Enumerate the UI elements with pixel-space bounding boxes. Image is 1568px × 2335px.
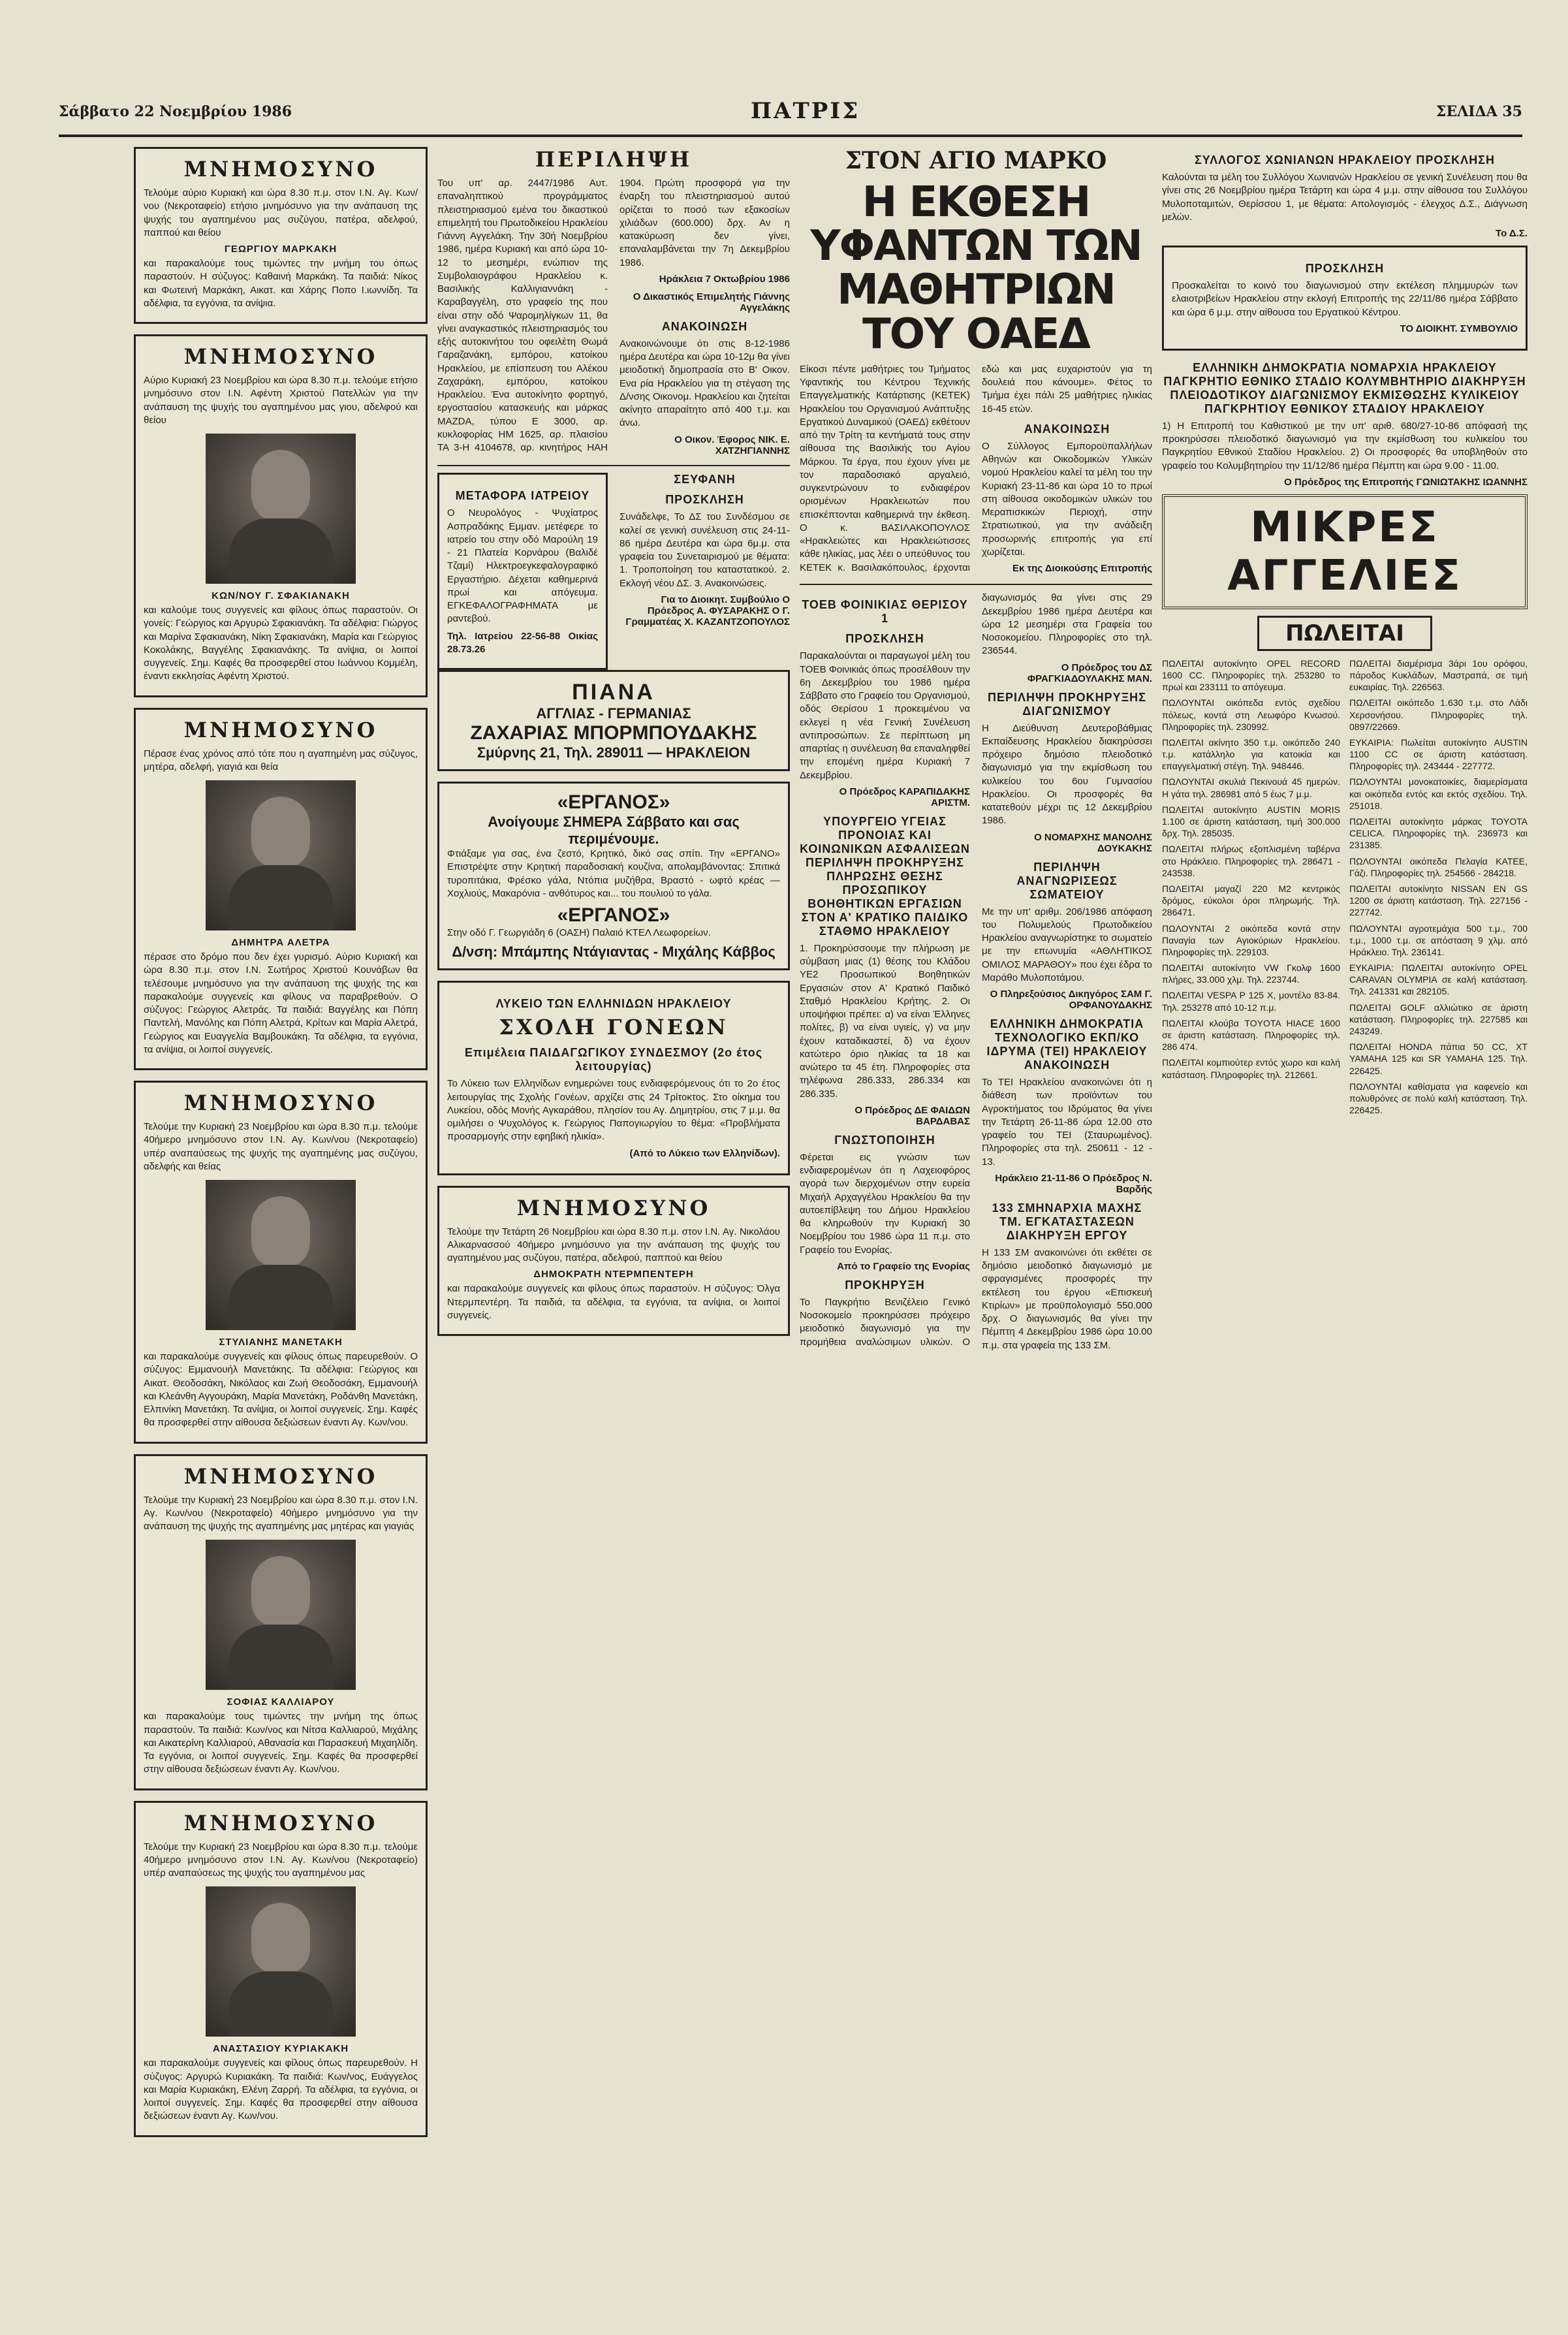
union-signature: Για το Διοικητ. Συμβούλιο Ο Πρόεδρος Α. ΦΥΣΑΡΑΚΗΣ Ο Γ. Γραμματέας Χ. ΚΑΖΑΝΤΖΟΠΟΥΛΟΣ bbox=[625, 594, 790, 627]
portrait-photo bbox=[206, 434, 356, 584]
club-signature: Το Δ.Σ. bbox=[1496, 228, 1528, 239]
club-text: Καλούνται τα μέλη του Συλλόγου Χωνιανών Ηρακλείου σε γενική Συνέλευση που θα γίνει στις 26 Νοεμβρίου ημέρα Τετάρτη και ώρα 4 μ.μ. στην αίθουσα του Συλλόγου Μυλοποταμιτών, Θερίσσου 1, με θέματα: Απολογισμός - έλεγχος Δ.Σ., Διάγνωση μελών. bbox=[1162, 172, 1528, 223]
restaurant-owners: Δ/νση: Μπάμπης Ντάγιαντας - Μιχάλης Κάββος bbox=[452, 944, 776, 961]
notice-text: Τελούμε αύριο Κυριακή και ώρα 8.30 π.μ. στον Ι.Ν. Αγ. Κων/νου (Νεκροταφείο) ετήσιο μνημόσυνο για την ανάπαυση της ψυχής του αγαπημένου μας συζύγου, πατέρα, αδελφού, παππού και θείου bbox=[144, 187, 418, 238]
classified-ad: ΠΩΛΕΙΤΑΙ διαμέρισμα 3άρι 1ου ορόφου, πάροδος Κυκλάδων, Μαστραπά, σε τιμή ευκαιρίας. Τηλ. 226563. bbox=[1349, 658, 1528, 693]
notice-title: ΜΝΗΜΟΣΥΝΟ bbox=[183, 1090, 378, 1115]
notice-family: και παρακαλούμε τους τιμώντες την μνήμη της όπως παραστούν. Τα παιδιά: Κων/νος και Νίτσα Καλλιαρού, Μιχάλης και Αικατερίνη Καλλιαρού, Αθανασία και Παρασκευή Μιχαηλίδη. Τα εγγόνια, οι λοιποί συγγενείς. Σημ. Καφές θα προσφερθεί στην αίθουσα δεξιώσεων έναντι Αγ. Κων/νου. bbox=[144, 1711, 418, 1775]
notice-text: Τελούμε την Τετάρτη 26 Νοεμβρίου και ώρα 8.30 π.μ. στον Ι.Ν. Αγ. Νικολάου Αλικαρνασσού 40ήμερο μνημόσυνο για την ανάπαυση της ψυχής του αγαπημένου μας συζύγου, πατέρα, αδελφού, παππού και θείου bbox=[447, 1226, 780, 1264]
notice-text: Πέρασε ένας χρόνος από τότε που η αγαπημένη μας σύζυγος, μητέρα, αδελφή, γιαγιά και θεία bbox=[144, 748, 418, 772]
piano-ad-origin: ΑΓΓΛΙΑΣ - ΓΕΡΜΑΝΙΑΣ bbox=[536, 705, 691, 722]
ministry-title: ΥΠΟΥΡΓΕΙΟ ΥΓΕΙΑΣ ΠΡΟΝΟΙΑΣ ΚΑΙ ΚΟΙΝΩΝΙΚΩΝ ΑΣΦΑΛΙΣΕΩΝ ΠΕΡΙΛΗΨΗ ΠΡΟΚΗΡΥΞΗΣ ΠΛΗΡΩΣΗΣ ΘΕΣΗΣ ΠΡΟΣΩΠΙΚΟΥ ΒΟΗΘΗΤΙΚΩΝ ΕΡΓΑΣΙΩΝ ΣΤΟΝ Α' ΚΡΑΤΙΚΟ ΠΑΙΔΙΚΟ ΣΤΑΘΜΟ ΗΡΑΚΛΕΙΟΥ bbox=[800, 814, 970, 938]
memorial-notice-1 bbox=[134, 147, 428, 324]
notice-title: ΜΝΗΜΟΣΥΝΟ bbox=[183, 1463, 378, 1489]
club-title: ΣΥΛΛΟΓΟΣ ΧΩΝΙΑΝΩΝ ΗΡΑΚΛΕΙΟΥ ΠΡΟΣΚΛΗΣΗ bbox=[1195, 153, 1495, 167]
classified-ad: ΠΩΛΕΙΤΑΙ VESPA P 125 X, μοντέλο 83-84. Τηλ. 253278 από 10-12 π.μ. bbox=[1162, 990, 1340, 1013]
clinic-relocation bbox=[437, 473, 608, 670]
notice-title: ΜΝΗΜΟΣΥΝΟ bbox=[516, 1195, 711, 1220]
notice-title: ΜΝΗΜΟΣΥΝΟ bbox=[183, 344, 378, 369]
hospital-signature: Ο Πρόεδρος του ΔΣ ΦΡΑΓΚΙΑΔΟΥΛΑΚΗΣ ΜΑΝ. bbox=[1027, 661, 1152, 684]
notice-title: ΜΝΗΜΟΣΥΝΟ bbox=[183, 717, 378, 742]
page-number: ΣΕΛΙΔΑ 35 bbox=[1435, 103, 1522, 120]
auction-place-date: Ηράκλεια 7 Οκτωβρίου 1986 bbox=[659, 273, 790, 285]
tender-signature: Ο ΝΟΜΑΡΧΗΣ ΜΑΝΟΛΗΣ ΔΟΥΚΑΚΗΣ bbox=[1034, 831, 1152, 854]
deceased-name: ΔΗΜΟΚΡΑΤΗ ΝΤΕΡΜΠΕΝΤΕΡΗ bbox=[533, 1269, 694, 1280]
classified-ad: ΠΩΛΟΥΝΤΑΙ 2 οικόπεδα κοντά στην Παναγία των Αγιοκύριων Ηρακλείου. Πληροφορίες τηλ. 229103. bbox=[1162, 923, 1340, 957]
classified-ad: ΠΩΛΕΙΤΑΙ HONDA πάπια 50 CC, XT YAMAHA 125 και SR YAMAHA 125. Τηλ. 226425. bbox=[1349, 1041, 1528, 1076]
notification-title: ΓΝΩΣΤΟΠΟΙΗΣΗ bbox=[834, 1133, 935, 1147]
restaurant-menu: Φτιάξαμε για σας, ένα ζεστό, Κρητικό, δικό σας σπίτι. Την «ΕΡΓΑΝΟ» Επιστρέψτε στην Κρητική παραδοσιακή κουζίνα, απολαμβάνοντας: Σπιτικά τυροπιτάκια, Φρέσκο γάλα, Ντόπια μυζήθρα, Βραστό - ωφτό κρέας — Χοχλιούς, Μακαρόνια - ανθότυρος και... του πουλιού το γάλα. bbox=[447, 848, 780, 899]
notices-block bbox=[437, 473, 790, 670]
article-text: Είκοσι πέντε μαθήτριες του Τμήματος Υφαντικής του Κέντρου Τεχνικής Επαγγελματικής Κατάρτισης (ΚΕΤΕΚ) Ηρακλείου του Οργανισμού Ανάπτυξης Εργατικού Δυναμικού (ΟΑΕΔ) εκθέτουν από την Τρίτη τα κεντήματά τους στην αίθουσα της Βασιλικής του Αγίου Μάρκου. Τα έργα, που έχουν γίνει με τον παραδοσιακό αργαλειό, συγκεντρώνουν το ενδιαφέρον ορισμένων Ηρακλειωτών που επισκέπτονται καθημερινά την έκθεση. Ο κ. ΒΑΣΙΛΑΚΟΠΟΥΛΟΣ «Ηρακλειώτες και Ηρακλειώτισσες κάθε ηλικίας, μας λέει ο υπεύθυνος του ΚΕΤΕΚ κ. Βασιλακόπουλος, έρχονται εδώ και μας ευχαριστούν για τη δουλειά που κάνουμε». Φέτος το Τμήμα έχει πάλι 25 μαθήτριες ηλικίας 16-45 ετών. bbox=[800, 363, 1152, 573]
classified-ad: ΠΩΛΕΙΤΑΙ αυτοκίνητο NISSAN EN GS 1200 σε άριστη κατάσταση. Τηλ. 227156 - 227742. bbox=[1349, 883, 1528, 918]
classified-ad: ΠΩΛΕΙΤΑΙ ακίνητο 350 τ.μ. οικόπεδο 240 τ.μ. κατάλληλο για κατοικία και επαγγελματική στέγη. Τηλ. 948446. bbox=[1162, 737, 1340, 772]
classifieds-title: ΜΙΚΡΕΣ ΑΓΓΕΛΙΕΣ bbox=[1162, 494, 1528, 609]
toeb-title: ΤΟΕΒ ΦΟΙΝΙΚΙΑΣ ΘΕΡΙΣΟΥ 1 bbox=[802, 598, 968, 626]
classified-ad: ΠΩΛΕΙΤΑΙ αυτοκίνητο μάρκας TOYOTA CELICA. Πληροφορίες τηλ. 236973 και 231385. bbox=[1349, 816, 1528, 851]
notice-text: Τελούμε την Κυριακή 23 Νοεμβρίου και ώρα 8.30 π.μ. στον Ι.Ν. Αγ. Κων/νου (Νεκροταφείο) 40ήμερο μνημόσυνο για την ανάπαυση της ψυχής της αγαπημένης μας μητέρας και γιαγιάς bbox=[144, 1494, 418, 1532]
page-header bbox=[59, 98, 1522, 137]
employees-notice-text: Ο Σύλλογος Εμποροϋπαλλήλων Αθηνών και Οικοδομικών Υλικών νομού Ηρακλείου καλεί τα μέλη του την Κυριακή 23-11-86 και ώρα 10 το πρωί στη αίθουσα οικοδομικών υλικών του Μεραπισκικών Περιοχή, στην Στρατιωτικού, για την ανάδειξη προσωρινής επιτροπής για επί χωρίζεται. bbox=[982, 440, 1152, 558]
article-headline: Η ΕΚΘΕΣΗ ΥΦΑΝΤΩΝ ΤΩΝ ΜΑΘΗΤΡΙΩΝ ΤΟΥ ΟΑΕΔ bbox=[810, 178, 1142, 358]
classified-ad: ΠΩΛΟΥΝΤΑΙ σκυλιά Πεκινουά 45 ημερών. Η γάτα τηλ. 286981 από 5 έως 7 μ.μ. bbox=[1162, 776, 1340, 799]
memorial-notice-6 bbox=[134, 1801, 428, 2137]
tei-signature: Ηράκλειο 21-11-86 Ο Πρόεδρος Ν. Βαρδής bbox=[995, 1172, 1152, 1195]
airforce-text: Η 133 ΣΜ ανακοινώνει ότι εκθέτει σε δημόσιο μειοδοτικό διαγωνισμό με σφραγισμένες προσφορές την εκτέλεση του έργου «Επισκευή Κτιρίων» με προϋπολογισμό 550.000 δρχ. Ο διαγωνισμός θα γίνει την Πέμπτη 4 Δεκεμβρίου 1986 ώρα 10.00 π.μ. στα γραφεία της 133 ΣΜ. bbox=[982, 1247, 1152, 1351]
notice-title: ΜΝΗΜΟΣΥΝΟ bbox=[183, 157, 378, 182]
parents-school-notice bbox=[437, 981, 790, 1175]
classified-ad: ΠΩΛΟΥΝΤΑΙ καθίσματα για καφενείο και πολυθρόνες σε πολύ καλή κατάσταση. Τηλ. 226425. bbox=[1349, 1081, 1528, 1116]
column-feature bbox=[800, 147, 1152, 1352]
tender-text: Η Διεύθυνση Δευτεροβάθμιας Εκπαίδευσης Ηρακλείου διακηρύσσει πρόχειρο δημόσιο πλειοδοτικό διαγωνισμό για την εκμίσθωση του κυλικείου του 6ου Γυμνασίου Ηρακλείου. Οι προσφορές θα κατατεθούν μέχρι τις 12 Δεκεμβρίου 1986. bbox=[982, 722, 1152, 827]
tax-office-notice-title: ΑΝΑΚΟΙΝΩΣΗ bbox=[661, 319, 748, 333]
memorial-notice-4 bbox=[134, 1081, 428, 1444]
auction-summary-title: ΠΕΡΙΛΗΨΗ bbox=[535, 147, 693, 172]
school-signature: (Από το Λύκειο των Ελληνίδων). bbox=[629, 1147, 780, 1159]
classified-ad: ΠΩΛΟΥΝΤΑΙ οικόπεδα Πελαγία ΚΑΤΕΕ, Γάζι. Πληροφορίες τηλ. 254566 - 284218. bbox=[1349, 855, 1528, 878]
notice-family: και καλούμε τους συγγενείς και φίλους όπως παραστούν. Οι γονείς: Γεώργιος και Αργυρώ Σφακιανάκη. Τα αδέλφια: Γιώργος και Μαρίνα Σφακιανάκη, Νίκη Σφακιανάκη, Μαρία και Γεώργιος Κοκολάκης, Βαγγέλης Σφακιανάκης. Τα ανίψια, οι λοιποί συγγενείς. Σημ. Καφές θα προσφερθεί στου Ιωάννου Κομμέλη, έναντι εκκλησίας Αφέντη Χριστού. bbox=[144, 605, 418, 682]
hospital-text: Το Παγκρήτιο Βενιζέλειο Γενικό Νοσοκομείο προκηρύσσει πρόχειρο μειοδοτικό διαγωνισμό για την προμήθεια αναλώσιμων υλικών. Ο διαγωνισμός θα γίνει στις 29 Δεκεμβρίου 1986 ημέρα Δευτέρα και ώρα 12 μεσημέρι στα Γραφεία του Νοσοκομείου. Πληροφορίες στο τηλ. 236544. bbox=[800, 592, 1152, 1348]
memorial-notice-7 bbox=[437, 1186, 790, 1337]
notice-text: Τελούμε την Κυριακή 23 Νοεμβρίου και ώρα 8.30 π.μ. τελούμε 40ήμερο μνημόσυνο στον Ι.Ν. Αγ. Κων/νου (Νεκροταφείο) υπέρ αναπαύσεως της ψυχής της αγαπημένης μας συζύγου, αδελφής και θείας bbox=[144, 1121, 418, 1172]
invitation-signature: ΤΟ ΔΙΟΙΚΗΤ. ΣΥΜΒΟΥΛΙΟ bbox=[1400, 323, 1518, 334]
notification-text: Φέρεται εις γνώσιν των ενδιαφερομένων ότι η Λαχειοφόρος αγορά των διερχομένων στην ευρεία Μιχαήλ Αρχαγγέλου Ηρακλείου θα την αυτοεπίβλεψη του Δήμου Ηρακλείου θα κληρωθούν την Κυριακή 30 Νοεμβρίου του 1986 ώρα 11 π.μ. στο Γραφείο του Ενορίας. bbox=[800, 1151, 970, 1256]
ministry-text: 1. Προκηρύσσουμε την πλήρωση με σύμβαση μιας (1) θέσης του Κλάδου ΥΕ2 Προσωπικού Βοηθητικών Εργασιών στον Α' Κρατικό Παιδικό Σταθμό Ηρακλείου Κρήτης. 2. Οι υποψήφιοι πρέπει: α) να είναι Έλληνες πολίτες, β) να είναι υγιείς, γ) να μην έχουν καταδικαστεί, δ) να έχουν κατώτερο όριο ηλικίας τα 18 και ανώτερο τα 45 έτη. Πληροφορίες στα τηλέφωνα 286.333, 286.334 και 286.335. bbox=[800, 942, 970, 1100]
prefecture-text: 1) Η Επιτροπή του Καθιστικού με την υπ' αριθ. 680/27-10-86 απόφασή της προκηρύσσει πλειοδοτικό διαγωνισμό για την εκμίσθωση του κυλικείου του Παγκρητίου Εθνικού Σταδίου Ηρακλείου. 2) Οι προσφορές θα υποβληθούν στο γραφείο του Κολυμβητηρίου την 11/12/86 ημέρα Πέμπτη και ώρα 9.00 - 11.00. bbox=[1162, 420, 1528, 471]
notice-text: Τελούμε την Κυριακή 23 Νοεμβρίου και ώρα 8.30 π.μ. τελούμε 40ήμερο μνημόσυνο στον Ι.Ν. Αγ. Κων/νου (Νεκροταφείο) υπέρ αναπαύσεως της ψυχής του αγαπημένου μας bbox=[144, 1841, 418, 1879]
portrait-photo bbox=[206, 780, 356, 930]
article-body bbox=[800, 363, 1152, 578]
classified-ad: ΠΩΛΟΥΝΤΑΙ μονοκατοικίες, διαμερίσματα και οικόπεδα εντός και εκτός σχεδίου. Τηλ. 251018. bbox=[1349, 776, 1528, 811]
clinic-phone: Τηλ. Ιατρείου 22-56-88 Οικίας 28.73.26 bbox=[447, 630, 598, 655]
union-invite-title: ΠΡΟΣΚΛΗΣΗ bbox=[665, 493, 744, 507]
prefecture-signature: Ο Πρόεδρος της Επιτροπής ΓΩΝΙΩΤΑΚΗΣ ΙΩΑΝΝΗΣ bbox=[1284, 476, 1528, 488]
memorial-notice-2 bbox=[134, 334, 428, 697]
toeb-invite-title: ΠΡΟΣΚΛΗΣΗ bbox=[845, 632, 924, 646]
column-obituaries bbox=[134, 147, 428, 2148]
tax-office-signature: Ο Οικον. Έφορος ΝΙΚ. Ε. ΧΑΤΖΗΓΙΑΝΝΗΣ bbox=[674, 434, 790, 456]
prefecture-title: ΕΛΛΗΝΙΚΗ ΔΗΜΟΚΡΑΤΙΑ ΝΟΜΑΡΧΙΑ ΗΡΑΚΛΕΙΟΥ ΠΑΓΚΡΗΤΙΟ ΕΘΝΙΚΟ ΣΤΑΔΙΟ ΚΟΛΥΜΒΗΤΗΡΙΟ ΔΙΑΚΗΡΥΞΗ ΠΛΕΙΟΔΟΤΙΚΟΥ ΔΙΑΓΩΝΙΣΜΟΥ ΕΚΜΙΣΘΩΣΗΣ ΚΥΛΙΚΕΙΟΥ ΠΑΓΚΡΗΤΙΟΥ ΕΘΝΙΚΟΥ ΣΤΑΔΙΟΥ ΗΡΑΚΛΕΙΟΥ bbox=[1163, 360, 1526, 415]
restaurant-ad bbox=[437, 782, 790, 970]
portrait-photo bbox=[206, 1886, 356, 2037]
notice-family: και παρακαλούμε τους τιμώντες την μνήμη του όπως παραστούν. Η σύζυγος: Καθαινή Μαρκάκη. Τα παιδιά: Νίκος και Φωτεινή Μαρκάκη, Αικατ. και Χάρης Ποπο Ι.ιωννίδη. Τα αδέλφια, τα εγγόνια, τα ανίψια. bbox=[144, 258, 418, 309]
piano-ad-address: Σμύρνης 21, Τηλ. 289011 — ΗΡΑΚΛΕΙΟΝ bbox=[477, 744, 751, 761]
restaurant-name-2: «ΕΡΓΑΝΟΣ» bbox=[557, 904, 670, 927]
restaurant-opening: Ανοίγουμε ΣΗΜΕΡΑ Σάββατο και σας περιμένουμε. bbox=[488, 814, 740, 848]
auction-summary-text: Του υπ' αρ. 2447/1986 Αυτ. επαναληπτικού προγράμματος πλειστηριασμού εμένα του δικαστικού επιμελητή του Πρωτοδικείου Ηρακλείου Γιάννη Αγγελάκη. Την 30ή Νοεμβρίου 1986, ημέρα Κυριακή και από ώρα 10-12 το μεσημέρι, ενώπιον της Συμβολαιογράφου Ηρακλείου κ. Βασιλικής Καλλιγιαννάκη - Καραβαγγέλη, στο γραφείο της που είναι στην οδό Ψαρομηλίγκων 11, θα γίνει αναγκαστικός πλειστηριασμός του εξής αυτοκινήτου του οφειλέτη Θωμά Γαραζανάκη, εμπόρου, κατοίκου Ηρακλείου, με επίσπευση του Αλέκου Ζαχαράκη, εμπόρου, κατοίκου Ηρακλείου. Ένα αυτοκίνητο φορτηγό, εργοστασίου κατασκευής και μάρκας MAZDA, τύπου E 3000, αρ. κυκλοφορίας ΗΜ 1625, αρ. πλαισίου TA 3-H 4104678, αρ. κινητήρος HAH 1904. Πρώτη προσφορά για την έναρξη του πλειστηριασμού αυτού ορίζεται το ποσό των εξακοσίων χιλιάδων (600.000) δρχ. Αν η κατακύρωση δεν γίνει, επαναλαμβάνεται την 7η Δεκεμβρίου 1986. bbox=[437, 178, 790, 453]
invitation-title: ΠΡΟΣΚΛΗΣΗ bbox=[1305, 262, 1385, 275]
restaurant-name: «ΕΡΓΑΝΟΣ» bbox=[557, 791, 670, 814]
memorial-notice-5 bbox=[134, 1454, 428, 1790]
photo-caption: ΚΩΝ/ΝΟΥ Γ. ΣΦΑΚΙΑΝΑΚΗ bbox=[212, 590, 350, 601]
portrait-photo bbox=[206, 1180, 356, 1330]
employees-notice-title: ΑΝΑΚΟΙΝΩΣΗ bbox=[1024, 422, 1110, 436]
article-kicker: ΣΤΟΝ ΑΓΙΟ ΜΑΡΚΟ bbox=[845, 147, 1107, 174]
photo-caption: ΔΗΜΗΤΡΑ ΑΛΕΤΡΑ bbox=[231, 937, 330, 948]
school-subtitle: Επιμέλεια ΠΑΙΔΑΓΩΓΙΚΟΥ ΣΥΝΔΕΣΜΟΥ (2ο έτος λειτουργίας) bbox=[464, 1046, 763, 1073]
notice-title: ΜΝΗΜΟΣΥΝΟ bbox=[183, 1810, 378, 1835]
portrait-photo bbox=[206, 1540, 356, 1690]
employees-notice-signature: Εκ της Διοικούσης Επιτροπής bbox=[1012, 563, 1152, 574]
classified-ad: ΠΩΛΕΙΤΑΙ αυτοκίνητο AUSTIN MORIS 1.100 σε άριστη κατάσταση, τιμή 300.000 δρχ. Τηλ. 285035. bbox=[1162, 804, 1340, 839]
notification-signature: Από το Γραφείο της Ενορίας bbox=[837, 1260, 970, 1272]
restaurant-address: Στην οδό Γ. Γεωργιάδη 6 (ΟΑΣΗ) Παλαιό ΚΤΕΛ Λεωφορείων. bbox=[447, 927, 711, 939]
issue-date: Σάββατο 22 Νοεμβρίου 1986 bbox=[59, 103, 292, 120]
school-title: ΣΧΟΛΗ ΓΟΝΕΩΝ bbox=[499, 1015, 729, 1040]
classified-ad: ΠΩΛΕΙΤΑΙ μαγαζί 220 Μ2 κεντρικός δρόμος, εύκολοι όροι πληρωμής. Τηλ. 286471. bbox=[1162, 883, 1340, 918]
tei-text: Το ΤΕΙ Ηρακλείου ανακοινώνει ότι η διάθεση των προϊόντων του Αγροκτήματος του Ιδρύματος θα γίνει την Τετάρτη 26-11-86 ώρα 12.00 στο γραφείο του ΤΕΙ (Σταυρωμένος). Πληροφορίες στα τηλ. 250611 - 12 - 13. bbox=[982, 1077, 1152, 1168]
association-title: ΠΕΡΙΛΗΨΗ ΑΝΑΓΝΩΡΙΣΕΩΣ ΣΩΜΑΤΕΙΟΥ bbox=[1016, 860, 1118, 901]
classified-ad: ΠΩΛΟΥΝΤΑΙ οικόπεδα εντός σχεδίου πόλεως, κοντά στη Λεωφόρο Κνωσού. Πληροφορίες τηλ. 230992. bbox=[1162, 697, 1340, 732]
hospital-title: ΠΡΟΚΗΡΥΞΗ bbox=[845, 1278, 925, 1292]
classified-ad: ΠΩΛΕΙΤΑΙ αυτοκίνητο VW Γκολφ 1600 πλήρες, 33.000 χλμ. Τηλ. 223744. bbox=[1162, 962, 1340, 985]
ministry-signature: Ο Πρόεδρος ΔΕ ΦΑΙΔΩΝ ΒΑΡΔΑΒΑΣ bbox=[855, 1104, 970, 1127]
column-classifieds bbox=[1162, 147, 1528, 1120]
lyceum-name: ΛΥΚΕΙΟ ΤΩΝ ΕΛΛΗΝΙΔΩΝ ΗΡΑΚΛΕΙΟΥ bbox=[495, 997, 732, 1011]
auction-summary bbox=[437, 177, 790, 458]
union-text: Συνάδελφε, Το ΔΣ του Συνδέσμου σε καλεί σε γενική συνέλευση στις 24-11-86 ημέρα Δευτέρα και ώρα 6μ.μ. στα γραφεία του Συνεταιρισμού με θέματα: 1. Τροποποίηση του καταστατικού. 2. Εκλογή νέου ΔΣ. 3. Ανακοινώσεις. bbox=[619, 511, 790, 589]
invitation-box bbox=[1162, 246, 1528, 351]
school-text: Το Λύκειο των Ελληνίδων ενημερώνει τους ενδιαφερόμενους ότι το 2ο έτος λειτουργίας της Σχολής Γονέων, αρχίζει στις 24 Τρίτοκτος. Στο οίκημα του Λυκείου, οδός Μονής Αγκαράθου, πλησίον του Αγ. Δημητρίου, στις 7 μ.μ. θα ομιλήσει ο Ψυχολόγος κ. Γεώργιος Παπογιωργίου το θέμα: «Προβλήματα προσαρμογής στην εφηβική ηλικία». bbox=[447, 1078, 780, 1143]
notice-family: πέρασε στο δρόμο που δεν έχει γυρισμό. Αύριο Κυριακή και ώρα 8.30 π.μ. στον Ι.Ν. Σωτήρος Χριστού Κουνάβων θα τελέσουμε μνημόσυνο για την ανάπαυση της ψυχής της και παρακαλούμε συγγενείς και φίλους να παραβρεθούν. Ο σύζυγος: Γεώργιος Αλετράς. Τα παιδιά: Βαγγέλης και Πόπη Παντελή, Μανόλης και Πόπη Αλετρά, Κρίτων και Μαρία Αλετρά, Γεώργιος και Ευαγγελία Βαμβουκάκη. Τα αδέλφια, τα εγγόνια, τα ανίψια, οι λοιποί συγγενείς. bbox=[144, 951, 418, 1055]
piano-ad-title: ΠΙΑΝΑ bbox=[572, 680, 655, 705]
photo-caption: ΣΟΦΙΑΣ ΚΑΛΛΙΑΡΟΥ bbox=[227, 1696, 335, 1708]
clinic-title: ΜΕΤΑΦΟΡΑ ΙΑΤΡΕΙΟΥ bbox=[455, 489, 590, 503]
classified-ad: ΠΩΛΕΙΤΑΙ GOLF αλλιώτικο σε άριστη κατάσταση. Πληροφορίες τηλ. 227585 και 243249. bbox=[1349, 1002, 1528, 1036]
piano-ad bbox=[437, 670, 790, 771]
photo-caption: ΑΝΑΣΤΑΣΙΟΥ ΚΥΡΙΑΚΑΚΗ bbox=[212, 2043, 349, 2055]
tax-office-notice-text: Ανακοινώνουμε ότι στις 8-12-1986 ημέρα Δευτέρα και ώρα 10-12μ θα γίνει μειοδοτική δημοπρασία στο Β' Οικον. Ενα ρία Ηρακλείου για τη στέγαση της Δ/νσης Οικονομ. Ηρακλείου και ζητείται ακίνητο απαραίτητο από 400 τ.μ. και άνω. bbox=[619, 338, 790, 429]
notice-family: και παρακαλούμε συγγενείς και φίλους όπως παραστούν. Η σύζυγος: Όλγα Ντερμπεντέρη. Τα παιδιά, τα αδέλφια, τα εγγόνια, τα ανίψια, οι λοιποί συγγενείς. bbox=[447, 1283, 780, 1321]
column-notices bbox=[437, 147, 790, 1346]
deceased-name: ΓΕΩΡΓΙΟΥ ΜΑΡΚΑΚΗ bbox=[224, 244, 337, 255]
classifieds-list bbox=[1162, 658, 1528, 1120]
photo-caption: ΣΤΥΛΙΑΝΗΣ ΜΑΝΕΤΑΚΗ bbox=[219, 1337, 343, 1348]
for-sale-header: ΠΩΛΕΙΤΑΙ bbox=[1257, 616, 1432, 651]
classified-ad: ΠΩΛΕΙΤΑΙ κομπιούτερ εντός χωρο και καλή κατάσταση. Πληροφορίες τηλ. 212661. bbox=[1162, 1057, 1340, 1080]
lower-notices bbox=[800, 592, 1152, 1352]
classified-ad: ΠΩΛΕΙΤΑΙ πλήρως εξοπλισμένη ταβέρνα στο Ηράκλειο. Πληροφορίες τηλ. 286471 - 243538. bbox=[1162, 844, 1340, 878]
association-signature: Ο Πληρεξούσιος Δικηγόρος ΣΑΜ Γ. ΟΡΦΑΝΟΥΔΑΚΗΣ bbox=[990, 989, 1152, 1011]
tender-title: ΠΕΡΙΛΗΨΗ ΠΡΟΚΗΡΥΞΗΣ ΔΙΑΓΩΝΙΣΜΟΥ bbox=[988, 690, 1146, 718]
classified-ad: ΠΩΛΕΙΤΑΙ κλούβα TOYOTA HIACE 1600 σε άριστη κατάσταση. Πληροφορίες τηλ. 286 474. bbox=[1162, 1017, 1340, 1053]
toeb-text: Παρακαλούνται οι παραγωγοί μέλη του ΤΟΕΒ Φοινικιάς όπως προσέλθουν την 6η Δεκεμβρίου του 1986 ημέρα Σάββατο στο Γραφείο του Οργανισμού, οδός Θερίσου 1 προκειμένου να εκλεγεί η νέα Γενική Συνέλευση αντιπροσώπων. Σε περίπτωση μη απαρτίας η συνέλευση θα επαναληφθεί την επομένη ημέρα Κυριακή 7 Δεκεμβρίου. bbox=[800, 650, 970, 781]
classifieds-left bbox=[1162, 658, 1340, 1120]
classified-ad: ΠΩΛΕΙΤΑΙ οικόπεδο 1.630 τ.μ. στο Λάδι Χερσονήσου. Πληροφορίες τηλ. 0897/22669. bbox=[1349, 697, 1528, 732]
classified-ad: ΕΥΚΑΙΡΙΑ: Πωλείται αυτοκίνητο AUSTIN 1100 CC σε άριστη κατάσταση. Πληροφορίες τηλ. 243444 - 227772. bbox=[1349, 737, 1528, 772]
invitation-text: Προσκαλείται το κοινό του διαγωνισμού στην εκτέλεση πλημμυρών των ελαιοτριβείων Ηρακλείου στην εκλογή Επιτροπής της 22/11/86 ημέρα Σάββατο και ώρα 6 μ.μ. στην αίθουσα του Εργατικού Κέντρου. bbox=[1172, 280, 1518, 318]
piano-ad-seller: ΖΑΧΑΡΙΑΣ ΜΠΟΡΜΠΟΥΔΑΚΗΣ bbox=[470, 722, 757, 744]
clinic-text: Ο Νευρολόγος - Ψυχίατρος Ασπραδάκης Εμμαν. μετέφερε το ιατρείο του στην οδό Μαρούλη 19 - 21 Πλατεία Κορνάρου (Βαλιδέ Τζαμί) Ηλεκτροεγκεφαλογραφικό Εργαστήριο. Δέχεται καθημερινά πρωί και απόγευμα. ΕΓΚΕΦΑΛΟΓΡΑΦΗΜΑΤΑ με ραντεβού. bbox=[447, 507, 598, 625]
notice-text: Αύριο Κυριακή 23 Νοεμβρίου και ώρα 8.30 π.μ. τελούμε ετήσιο μνημόσυνο στον Ι.Ν. Αφέντη Χριστού Πατελλών για την ανάπαυση της ψυχής του αγαπημένου μας γιου, αδελφού και θείου bbox=[144, 375, 418, 426]
memorial-notice-3 bbox=[134, 708, 428, 1071]
tei-title: ΕΛΛΗΝΙΚΗ ΔΗΜΟΚΡΑΤΙΑ ΤΕΧΝΟΛΟΓΙΚΟ ΕΚΠ/ΚΟ ΙΔΡΥΜΑ (ΤΕΙ) ΗΡΑΚΛΕΙΟΥ ΑΝΑΚΟΙΝΩΣΗ bbox=[986, 1017, 1148, 1072]
association-text: Με την υπ' αριθμ. 206/1986 απόφαση του Πολυμελούς Πρωτοδικείου Ηρακλείου αναγνωρίστηκε το σωματείο με την επωνυμία «ΑΘΛΗΤΙΚΟΣ ΟΜΙΛΟΣ ΜΑΡΑΘΟΥ» που έχει έδρα το Μαράθο Μυλοποτάμου. bbox=[982, 906, 1152, 983]
classified-ad: ΕΥΚΑΙΡΙΑ: ΠΩΛΕΙΤΑΙ αυτοκίνητο OPEL CARAVAN OLYMPIA σε καλή κατάσταση. Τηλ. 241331 και 282105. bbox=[1349, 962, 1528, 997]
toeb-signature: Ο Πρόεδρος ΚΑΡΑΠΙΔΑΚΗΣ ΑΡΙΣΤΜ. bbox=[839, 786, 970, 808]
classified-ad: ΠΩΛΟΥΝΤΑΙ αγροτεμάχια 500 τ.μ., 700 τ.μ., 1000 τ.μ. σε απόσταση 9 χλμ. από Ηράκλειο. Τηλ. 236141. bbox=[1349, 923, 1528, 957]
notice-family: και παρακαλούμε συγγενείς και φίλους όπως παρευρεθούν. Η σύζυγος: Αργυρώ Κυριακάκη. Τα παιδιά: Κων/νος, Ευάγγελος και Μαρία Κυριακάκη, Ελένη Ζαρρή. Τα αδέλφια, τα εγγόνια, οι λοιποί συγγενείς. Σημ. Καφές θα προσφερθεί στην αίθουσα δεξιώσεων έναντι Αγ. Κων/νου. bbox=[144, 2057, 418, 2122]
auction-signature: Ο Δικαστικός Επιμελητής Γιάννης Αγγελάκης bbox=[633, 291, 790, 313]
classifieds-right bbox=[1349, 658, 1528, 1120]
union-title: ΣΕΥΦΑΝΗ bbox=[674, 473, 736, 486]
airforce-title: 133 ΣΜΗΝΑΡΧΙΑ ΜΑΧΗΣ ΤΜ. ΕΓΚΑΤΑΣΤΑΣΕΩΝ ΔΙΑΚΗΡΥΞΗ ΕΡΓΟΥ bbox=[992, 1201, 1142, 1242]
newspaper-logo: ΠΑΤΡΙΣ bbox=[751, 98, 860, 124]
classified-ad: ΠΩΛΕΙΤΑΙ αυτοκίνητο OPEL RECORD 1600 CC. Πληροφορίες τηλ. 253280 το πρωί και 233111 το απόγευμα. bbox=[1162, 658, 1340, 693]
notice-family: και παρακαλούμε συγγενείς και φίλους όπως παρευρεθούν. Ο σύζυγος: Εμμανουήλ Μανετάκης. Τα αδέλφια: Γεώργιος και Αικατ. Θεοδοσάκη, Νικόλαος και Ζωή Θεοδοσάκη, Εμμανουήλ και Κλεάνθη Αγγουράκη, Μαρία Μανετάκη, Ροδάνθη Μανετάκη, Ελπινίκη Μανετάκη. Τα ανίψια, οι λοιποί συγγενείς. Σημ. Καφές θα προσφερθεί στην αίθουσα δεξιώσεων έναντι Αγ. Κων/νου. bbox=[144, 1351, 418, 1429]
